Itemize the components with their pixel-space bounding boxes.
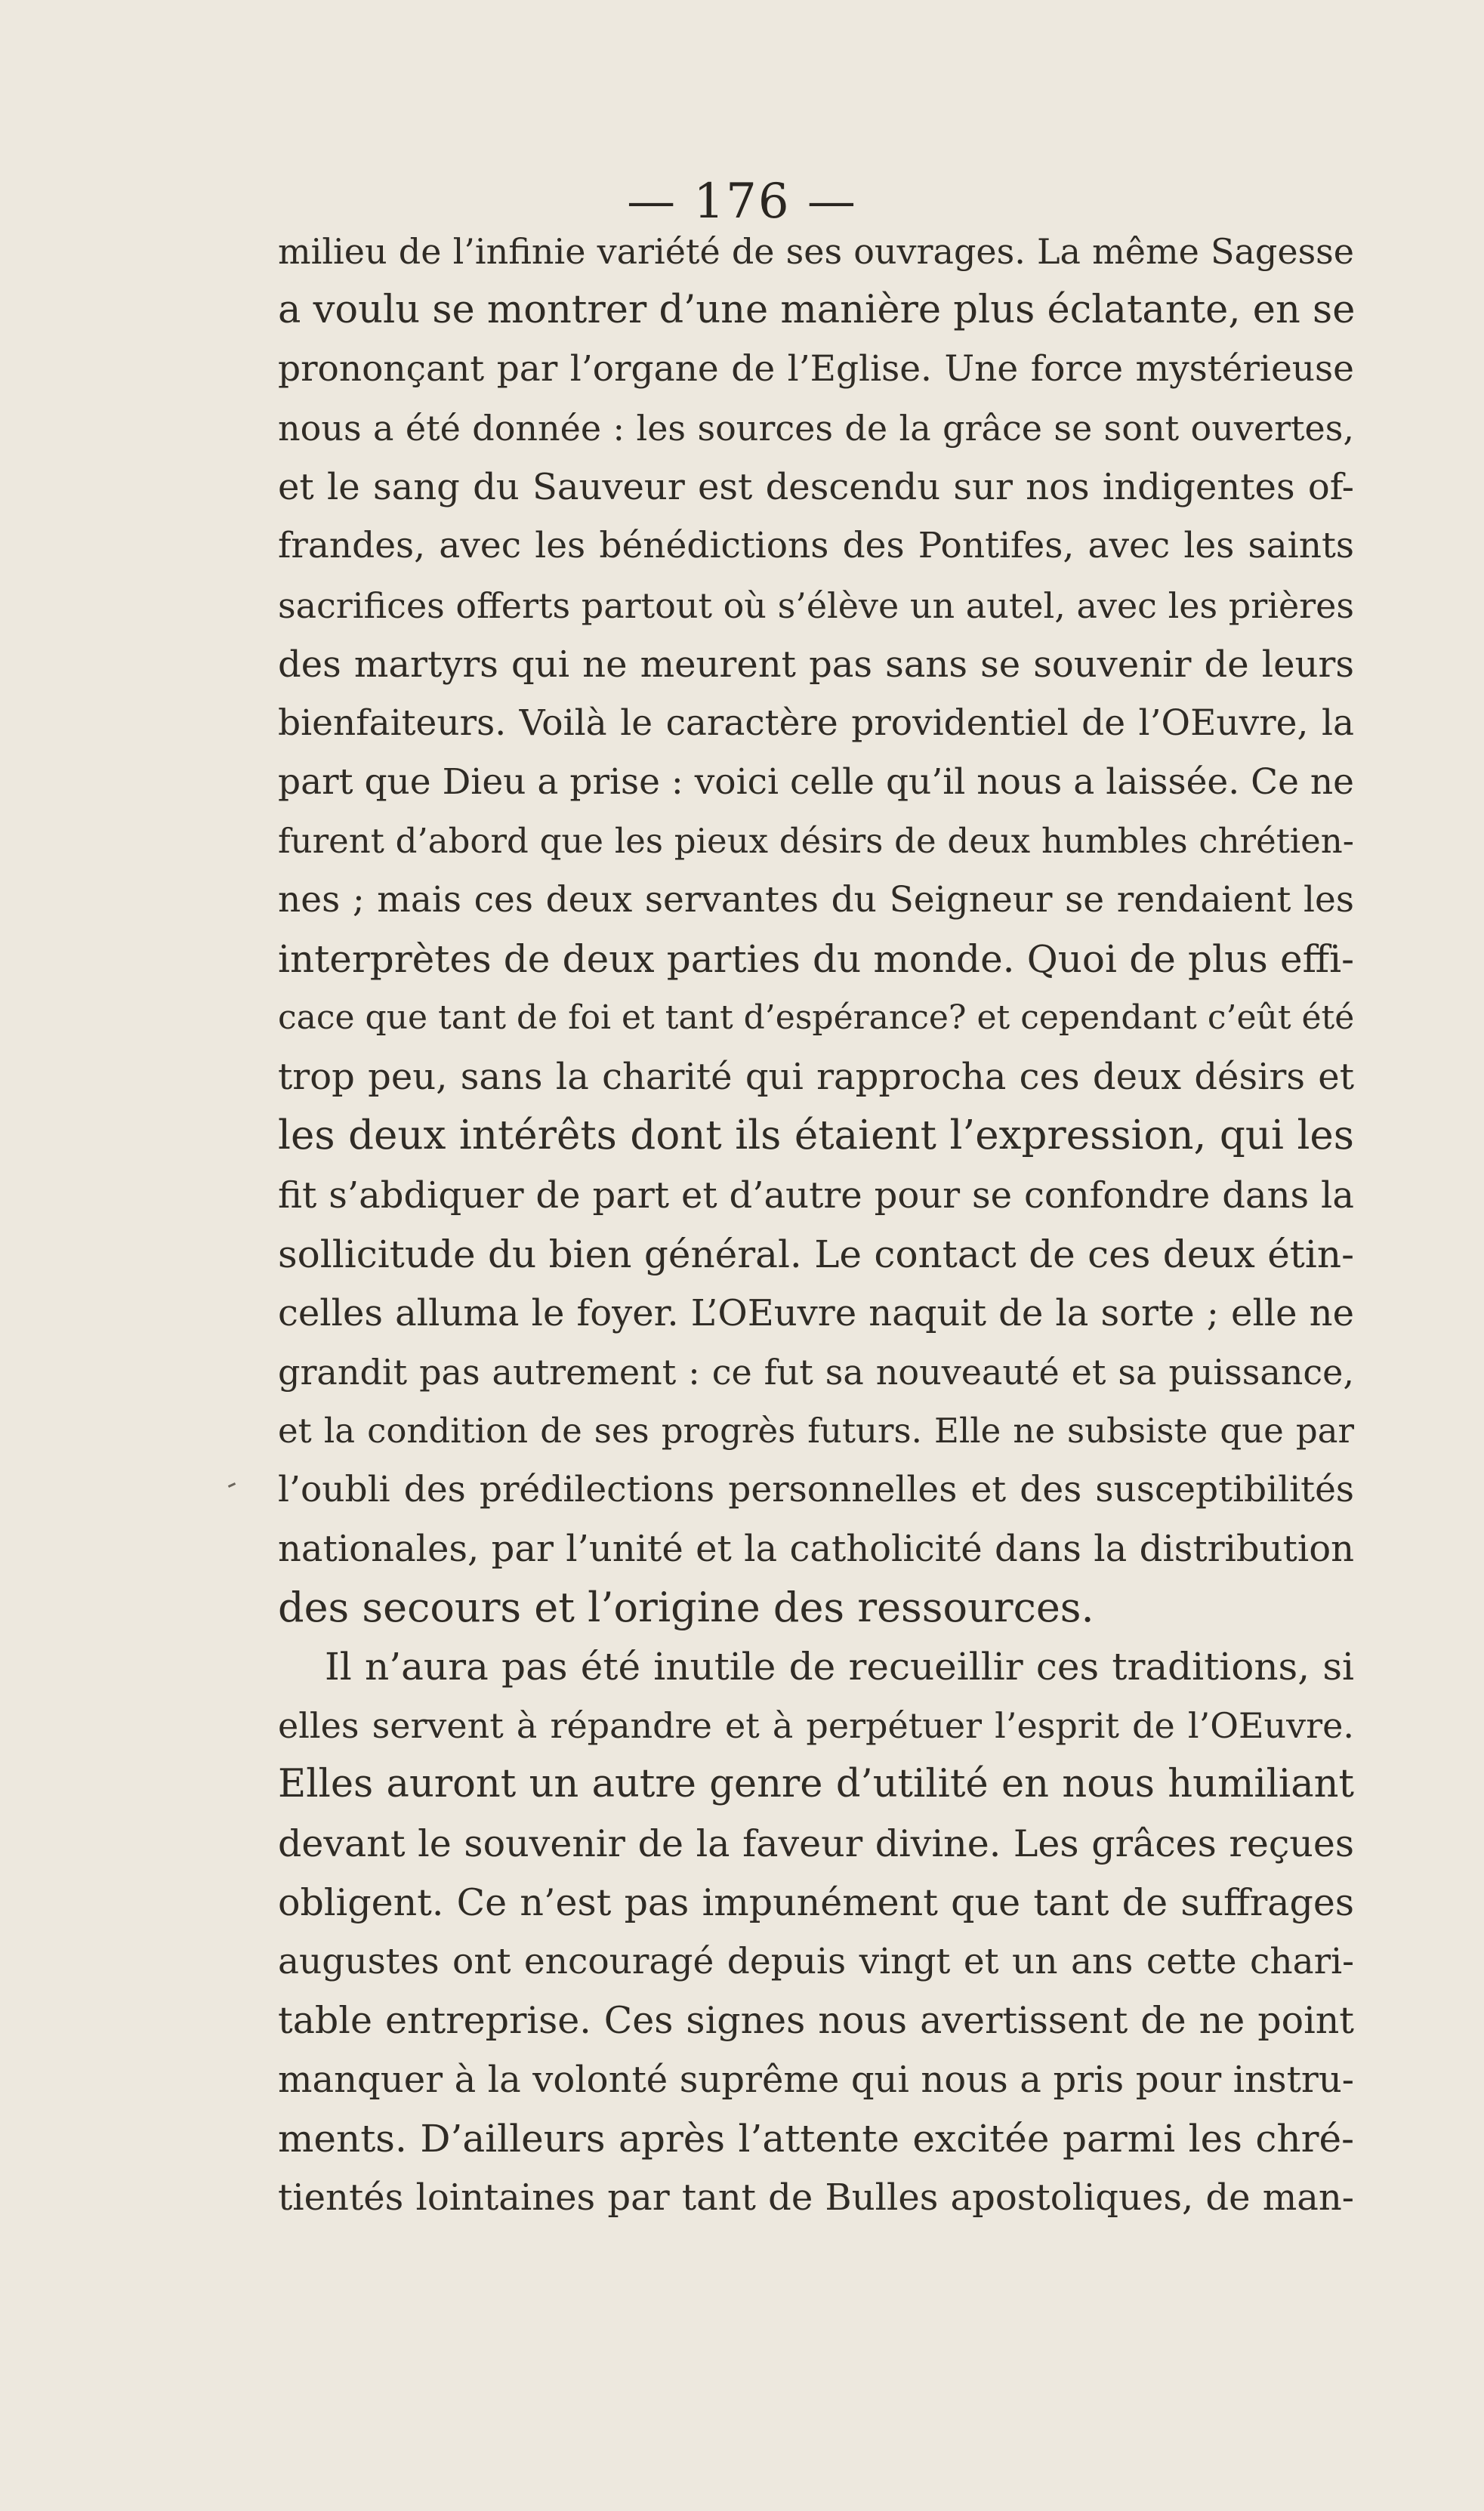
text-line: tientés lointaines par tant de Bulles apostoliques, de man- [278, 2176, 1354, 2219]
text-line: bienfaiteurs. Voilà le caractère providentiel de l’OEuvre, la [278, 702, 1354, 744]
text-line: cace que tant de foi et tant d’espérance? et cependant c’eût été [278, 998, 1355, 1038]
text-line: manquer à la volonté suprême qui nous a pris pour instru- [278, 2058, 1354, 2101]
text-line: fit s’abdiquer de part et d’autre pour se confondre dans la [278, 1174, 1354, 1217]
text-line: nes ; mais ces deux servantes du Seigneur se rendaient les [278, 879, 1354, 921]
margin-mark [228, 1482, 236, 1488]
text-line: milieu de l’infinie variété de ses ouvrages. La même Sagesse [278, 231, 1354, 272]
text-line: part que Dieu a prise : voici celle qu’il nous a laissée. Ce ne [278, 760, 1354, 803]
text-line: sollicitude du bien général. Le contact de ces deux étin- [278, 1232, 1354, 1276]
body-text [278, 222, 1354, 2227]
text-line: Elles auront un autre genre d’utilité en nous humiliant [278, 1762, 1354, 1807]
text-line: des martyrs qui ne meurent pas sans se souvenir de leurs [278, 643, 1354, 686]
text-line: des secours et l’origine des ressources. [278, 1584, 1094, 1632]
text-line: l’oubli des prédilections personnelles et des susceptibilités [278, 1468, 1354, 1510]
text-line: sacrifices offerts partout où s’élève un autel, avec les prières [278, 585, 1354, 626]
text-line: a voulu se montrer d’une manière plus éclatante, en se [278, 288, 1356, 333]
text-line: ments. D’ailleurs après l’attente excitée parmi les chré- [278, 2117, 1354, 2161]
text-line: table entreprise. Ces signes nous avertissent de ne point [278, 1998, 1354, 2042]
text-line: celles alluma le foyer. L’OEuvre naquit de la sorte ; elle ne [278, 1291, 1354, 1334]
text-line: furent d’abord que les pieux désirs de deux humbles chrétien- [278, 820, 1354, 861]
page-number: — 176 — [627, 174, 857, 230]
text-line: les deux intérêts dont ils étaient l’expression, qui les [278, 1112, 1354, 1159]
text-line: nous a été donnée : les sources de la grâce se sont ouvertes, [278, 408, 1354, 449]
text-line: elles servent à répandre et à perpétuer l’esprit de l’OEuvre. [278, 1705, 1354, 1747]
text-line: et la condition de ses progrès futurs. Elle ne subsiste que par [278, 1410, 1354, 1451]
text-line: interprètes de deux parties du monde. Quoi de plus effi- [278, 937, 1354, 982]
text-line: grandit pas autrement : ce fut sa nouveauté et sa puissance, [278, 1351, 1354, 1393]
text-line: augustes ont encouragé depuis vingt et un ans cette chari- [278, 1940, 1354, 1982]
text-line: devant le souvenir de la faveur divine. Les grâces reçues [278, 1822, 1354, 1865]
text-line: nationales, par l’unité et la catholicité dans la distribution [278, 1528, 1354, 1571]
text-line: Il n’aura pas été inutile de recueillir ces traditions, si [325, 1645, 1354, 1689]
text-line: obligent. Ce n’est pas impunément que tant de suffrages [278, 1880, 1354, 1924]
text-line: trop peu, sans la charité qui rapprocha ces deux désirs et [278, 1056, 1354, 1099]
text-line: et le sang du Sauveur est descendu sur nos indigentes of- [278, 466, 1354, 509]
text-line: frandes, avec les bénédictions des Pontifes, avec les saints [278, 525, 1354, 567]
text-line: prononçant par l’organe de l’Eglise. Une force mystérieuse [278, 348, 1354, 390]
